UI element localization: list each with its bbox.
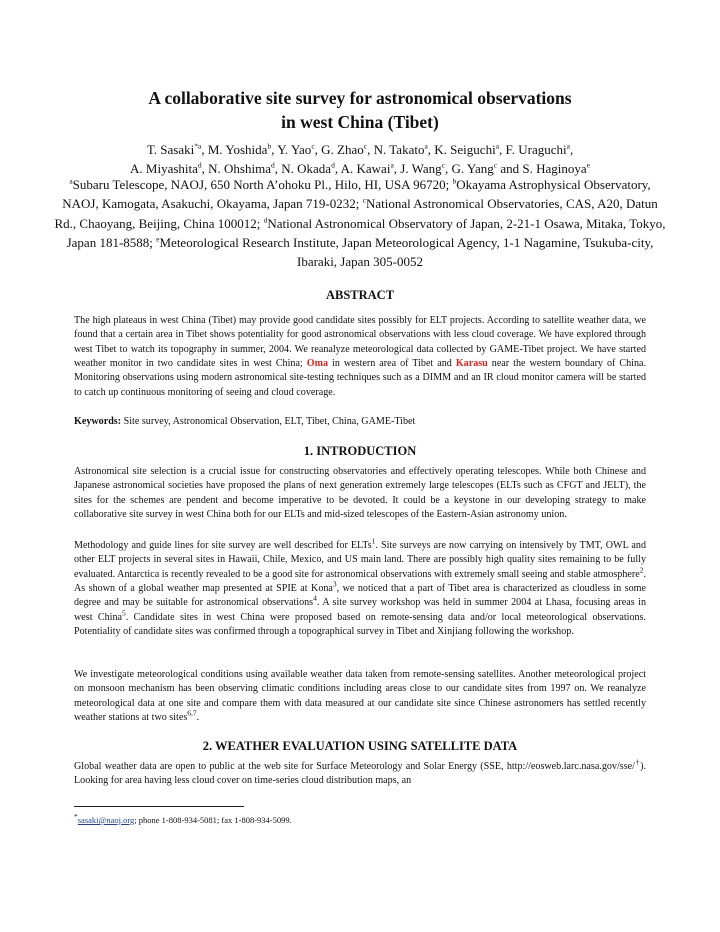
intro-paragraph-2 (74, 536, 646, 639)
site-name-oma: Oma (306, 358, 329, 370)
title-line-1: A collaborative site survey for astronomical observations (148, 88, 572, 108)
author-name: A. Kawai (340, 161, 391, 176)
intro-paragraph-1: Astronomical site selection is a crucial issue for constructing observatories and effectively operating telescopes. While both Chinese and Japanese astronomical societies have proposed the plans of next generation extremely large telescopes (ELTs such as CFGT and JELT), the sites for the schemes are pendent and become imperative to be devoted. It could be a keystone in our developing strategy to make collaborative site survey in west China both for our ELTs and mid-sized telescopes of the Eastern-Asian astronomy union. (74, 466, 646, 521)
author-name: K. Seiguchi (434, 142, 496, 157)
author-affiliation-mark: b (267, 141, 272, 151)
author-name: F. Uraguchi (505, 142, 567, 157)
author-affiliation-mark: c (363, 141, 368, 151)
intro-p3-text: We investigate meteorological conditions using available weather data taken from remote-sensing satellites. Another meteorological project on monsoon mechanism has been observing climatic conditions including areas close to our candidate sites from 1997 on. We reanalyze meteorological data at one site and compare them with data measured at our candidate site since Chinese astronomers has settled recently weather stations at two sites (74, 669, 646, 724)
abstract-text-3: near the western boundary of China. Monitoring observations using modern astronomical site-testing techniques such as a DIMM and an IR cloud monitor camera will be started to catch up continuous monitoring of seeing and cloud coverage. (74, 358, 647, 398)
footnote (74, 814, 646, 826)
author-name: J. Wang (400, 161, 442, 176)
citation-1: 1 (371, 536, 376, 546)
citation-3: 3 (332, 579, 337, 589)
author-name: T. Sasaki (146, 142, 195, 157)
author-name: G. Yang (451, 161, 494, 176)
keywords-text: Site survey, Astronomical Observation, ELT, Tibet, China, GAME-Tibet (123, 416, 416, 427)
author-affiliation-mark: c (311, 141, 315, 151)
citation-6-7: 6,7 (187, 708, 197, 718)
affiliation-mark: e (156, 234, 160, 244)
section-2-text: Global weather data are open to public at the web site for Surface Meteorology and Solar Energy (SSE, http://eosweb.larc.nasa.gov/sse/ (74, 761, 635, 772)
citation-2: 2 (639, 565, 644, 575)
section-2-text: ). Looking for area having less cloud cover on time-series cloud distribution maps, an (74, 761, 646, 787)
affiliation-mark: b (452, 176, 457, 186)
affiliation-mark: d (263, 215, 268, 225)
intro-p2-text: . Candidate sites in west China were proposed based on remote-sensing data and/or local meteorological observations. Potentiality of candidate sites was confirmed through a topographical survey in Tibet and Xinjiang following the workshop. (74, 611, 646, 638)
author-affiliation-mark: c (493, 160, 498, 170)
affiliation-text: Okayama Astrophysical Observatory, NAOJ, Kamogata, Asakuchi, Okayama, Japan 719-0232; (62, 177, 651, 212)
abstract-text-2: in western area of Tibet and (332, 358, 452, 370)
author-name: N. Ohshima (208, 161, 271, 176)
author-affiliation-mark: d (331, 160, 335, 170)
abstract-paragraph (74, 314, 646, 400)
footnote-mark: * (74, 812, 78, 822)
author-name: Y. Yao (277, 142, 312, 157)
author-affiliation-mark: a (495, 141, 500, 151)
section-2-paragraph-1 (74, 757, 646, 789)
affiliation-text: Subaru Telescope, NAOJ, 650 North A’ohoku Pl., Hilo, HI, USA 96720; (72, 177, 450, 192)
affiliation-text: National Astronomical Observatories, CAS, A20, Datun Rd., Chaoyang, Beijing, China 100012; (54, 196, 658, 231)
intro-p2-text: Methodology and guide lines for site survey are well described for ELTs (74, 540, 372, 551)
author-affiliation-mark: c (441, 160, 445, 170)
author-list: T. Sasaki$^{*a}$, M. Yoshida$^b$, Y. Yao$^c$, G. Zhao$^c$, N. Takato$^a$, K. Seiguchi$^a$, F. Uraguchi$^a$, A. Miyashita$^d$, N. Ohshima$^d$, N. Okada$^d$, A. Kawai$^a$, J. Wang$^c$, G. Yang$^c$ and S. Haginoya$^e$ (130, 141, 590, 176)
intro-p2-text: . As shown of a global weather map presented at SPIE at Kona (74, 568, 646, 595)
citation-5: 5 (122, 608, 126, 618)
citation-4: 4 (313, 594, 317, 604)
author-affiliation-mark: d (271, 160, 275, 170)
abstract-text-1: The high plateaus in west China (Tibet) may provide good candidate sites possibly for ELT projects. According to satellite weather data, we found that a certain area in Tibet shows potentiality for good astronomical observations with less cloud coverage. We have explored through west Tibet to watch its topography in summer, 2004. We reanalyze meteorological data collected by GAME-Tibet project. We have started weather monitor in two candidate sites in west China; (74, 315, 646, 370)
affiliation-text: Meteorological Research Institute, Japan Meteorological Agency, 1-1 Nagamine, Tsukuba-city, Ibaraki, Japan 305-0052 (159, 234, 654, 270)
author-affiliation-mark: e (586, 160, 590, 170)
intro-p2-text: . Site surveys are now carrying on intensively by TMT, OWL and other ELT projects in several sites in Hawaii, Chile, Mexico, and US main land. There are possibly high quality sites remaining to be fully evaluated. Antarctica is recently revealed to be a good site for astronomical observations with extremely small seeing and stable atmosphere (74, 540, 646, 580)
author-affiliation-mark: a (424, 141, 428, 151)
intro-p3-text: . (196, 712, 200, 724)
footnote-ref-dagger: † (634, 757, 641, 767)
footnote-divider (74, 806, 244, 807)
affiliation-list (50, 175, 670, 271)
keywords-label: Keywords: (74, 416, 122, 427)
site-name-karasu: Karasu (455, 358, 488, 370)
author-email-link[interactable]: sasaki@naoj.org (77, 815, 135, 825)
author-name: N. Takato (373, 142, 425, 157)
keywords-line (74, 415, 646, 429)
author-name: G. Zhao (321, 142, 364, 157)
affiliation-mark: a (69, 176, 73, 186)
affiliation-text: National Astronomical Observatory of Japan, 2-21-1 Osawa, Mitaka, Tokyo, Japan 181-8588; (66, 215, 666, 250)
author-name: N. Okada (281, 161, 332, 176)
affiliation-mark: c (362, 195, 366, 205)
section-1-heading: 1. INTRODUCTION (303, 444, 417, 458)
paper-title (60, 86, 660, 134)
author-affiliation-mark: d (197, 160, 202, 170)
author-name: M. Yoshida (207, 142, 268, 157)
author-affiliation-mark: *a (194, 141, 202, 151)
intro-p2-text: . A site survey workshop was held in summer 2004 at Lhasa, focusing areas in west China (74, 597, 646, 623)
author-affiliation-mark: a (566, 141, 570, 151)
footnote-contact: ; phone 1-808-934-5081; fax 1-808-934-5099. (134, 815, 292, 825)
abstract-heading: ABSTRACT (325, 288, 395, 302)
intro-paragraph-3 (74, 668, 646, 725)
author-name: S. Haginoya (522, 161, 587, 176)
title-line-2: in west China (Tibet) (281, 112, 439, 132)
author-affiliation-mark: a (390, 160, 394, 170)
author-name: A. Miyashita (130, 161, 198, 176)
section-2-heading: 2. WEATHER EVALUATION USING SATELLITE DATA (202, 739, 518, 753)
intro-p2-text: , we noticed that a part of Tibet area is characterized as cloudless in some degree and may be suitable for astronomical observations (74, 583, 646, 609)
